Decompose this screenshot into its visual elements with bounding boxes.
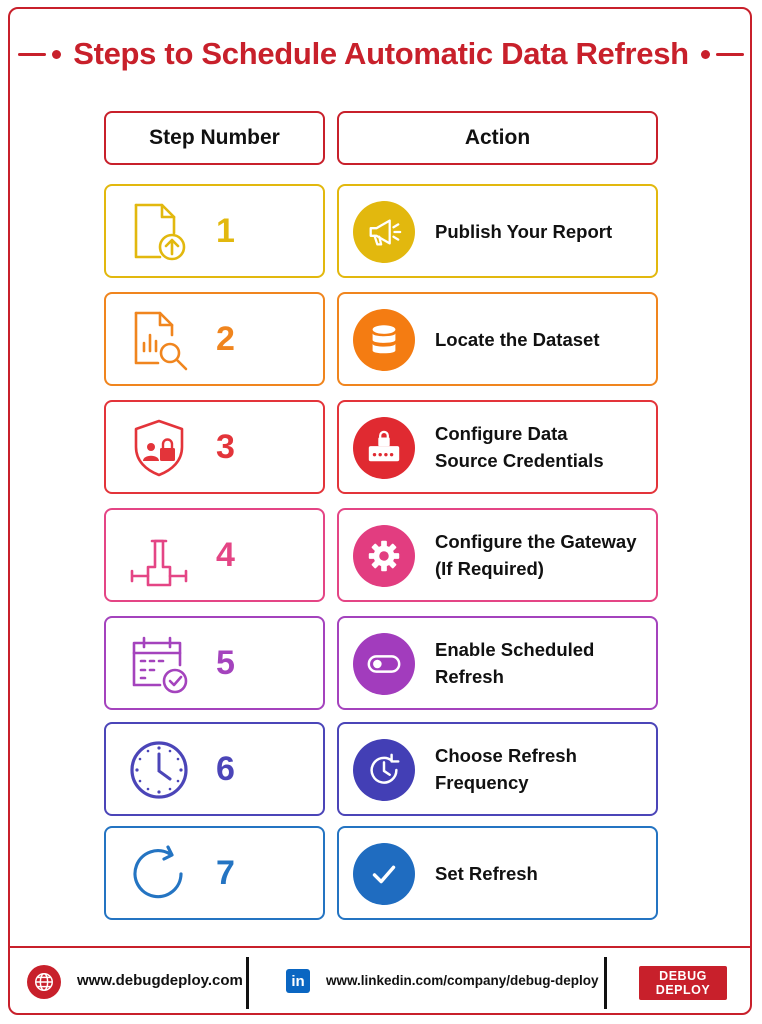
- action-text: [435, 828, 648, 918]
- toggle-icon: [353, 633, 415, 695]
- logo-line: DEPLOY: [655, 983, 711, 997]
- action-text: [435, 402, 648, 492]
- action-line: Refresh: [435, 666, 504, 687]
- action-cell-6: [337, 722, 658, 816]
- action-cell-1: [337, 184, 658, 278]
- title-dot-left: [52, 50, 61, 59]
- linkedin-link[interactable]: www.linkedin.com/company/debug-deploy: [326, 973, 599, 988]
- action-line: Locate the Dataset: [435, 328, 600, 350]
- action-cell-3: [337, 400, 658, 494]
- globe-icon: [27, 965, 61, 999]
- action-cell-2: [337, 292, 658, 386]
- step-cell-4: [104, 508, 325, 602]
- refresh-arrow-icon: [128, 843, 190, 905]
- action-cell-5: [337, 616, 658, 710]
- megaphone-icon: [353, 201, 415, 263]
- website-link[interactable]: www.debugdeploy.com: [77, 972, 243, 989]
- action-line: Set Refresh: [435, 862, 538, 884]
- action-text: [435, 294, 648, 384]
- file-upload-icon: [128, 201, 190, 263]
- step-number: 2: [216, 320, 235, 358]
- step-cell-3: [104, 400, 325, 494]
- database-icon: [353, 309, 415, 371]
- action-text: [435, 618, 648, 708]
- title-line-right: [716, 53, 744, 56]
- step-number: 5: [216, 644, 235, 682]
- action-text: [435, 510, 648, 600]
- pipe-gateway-icon: [128, 525, 190, 587]
- action-text: [435, 724, 648, 814]
- action-line: Source Credentials: [435, 450, 604, 471]
- action-line: Frequency: [435, 772, 529, 793]
- action-line: Configure the Gateway: [435, 531, 637, 552]
- clock-icon: [128, 739, 190, 801]
- action-line: (If Required): [435, 558, 544, 579]
- page-title: Steps to Schedule Automatic Data Refresh: [73, 36, 689, 71]
- step-number-header: Step Number: [104, 111, 325, 165]
- footer-divider: [246, 957, 249, 1009]
- action-header: Action: [337, 111, 658, 165]
- clock-refresh-icon: [353, 739, 415, 801]
- shield-user-lock-icon: [128, 417, 190, 479]
- brand-logo: [639, 966, 727, 1000]
- title-dot-right: [701, 50, 710, 59]
- step-number: 1: [216, 212, 235, 250]
- checkmark-icon: [353, 843, 415, 905]
- step-cell-5: [104, 616, 325, 710]
- action-cell-7: [337, 826, 658, 920]
- footer-divider: [604, 957, 607, 1009]
- action-line: Enable Scheduled: [435, 639, 595, 660]
- action-line: Publish Your Report: [435, 220, 613, 242]
- report-search-icon: [128, 309, 190, 371]
- step-number: 4: [216, 536, 235, 574]
- step-cell-2: [104, 292, 325, 386]
- action-line: Configure Data: [435, 423, 568, 444]
- linkedin-icon: in: [286, 969, 310, 993]
- step-cell-7: [104, 826, 325, 920]
- step-cell-6: [104, 722, 325, 816]
- action-cell-4: [337, 508, 658, 602]
- step-number: 6: [216, 750, 235, 788]
- logo-line: DEBUG: [659, 969, 707, 983]
- action-text: [435, 186, 648, 276]
- calendar-check-icon: [128, 633, 190, 695]
- gear-icon: [353, 525, 415, 587]
- title-banner: [20, 30, 742, 78]
- step-number: 7: [216, 854, 235, 892]
- action-line: Choose Refresh: [435, 745, 577, 766]
- title-line-left: [18, 53, 46, 56]
- step-cell-1: [104, 184, 325, 278]
- password-lock-icon: [353, 417, 415, 479]
- step-number: 3: [216, 428, 235, 466]
